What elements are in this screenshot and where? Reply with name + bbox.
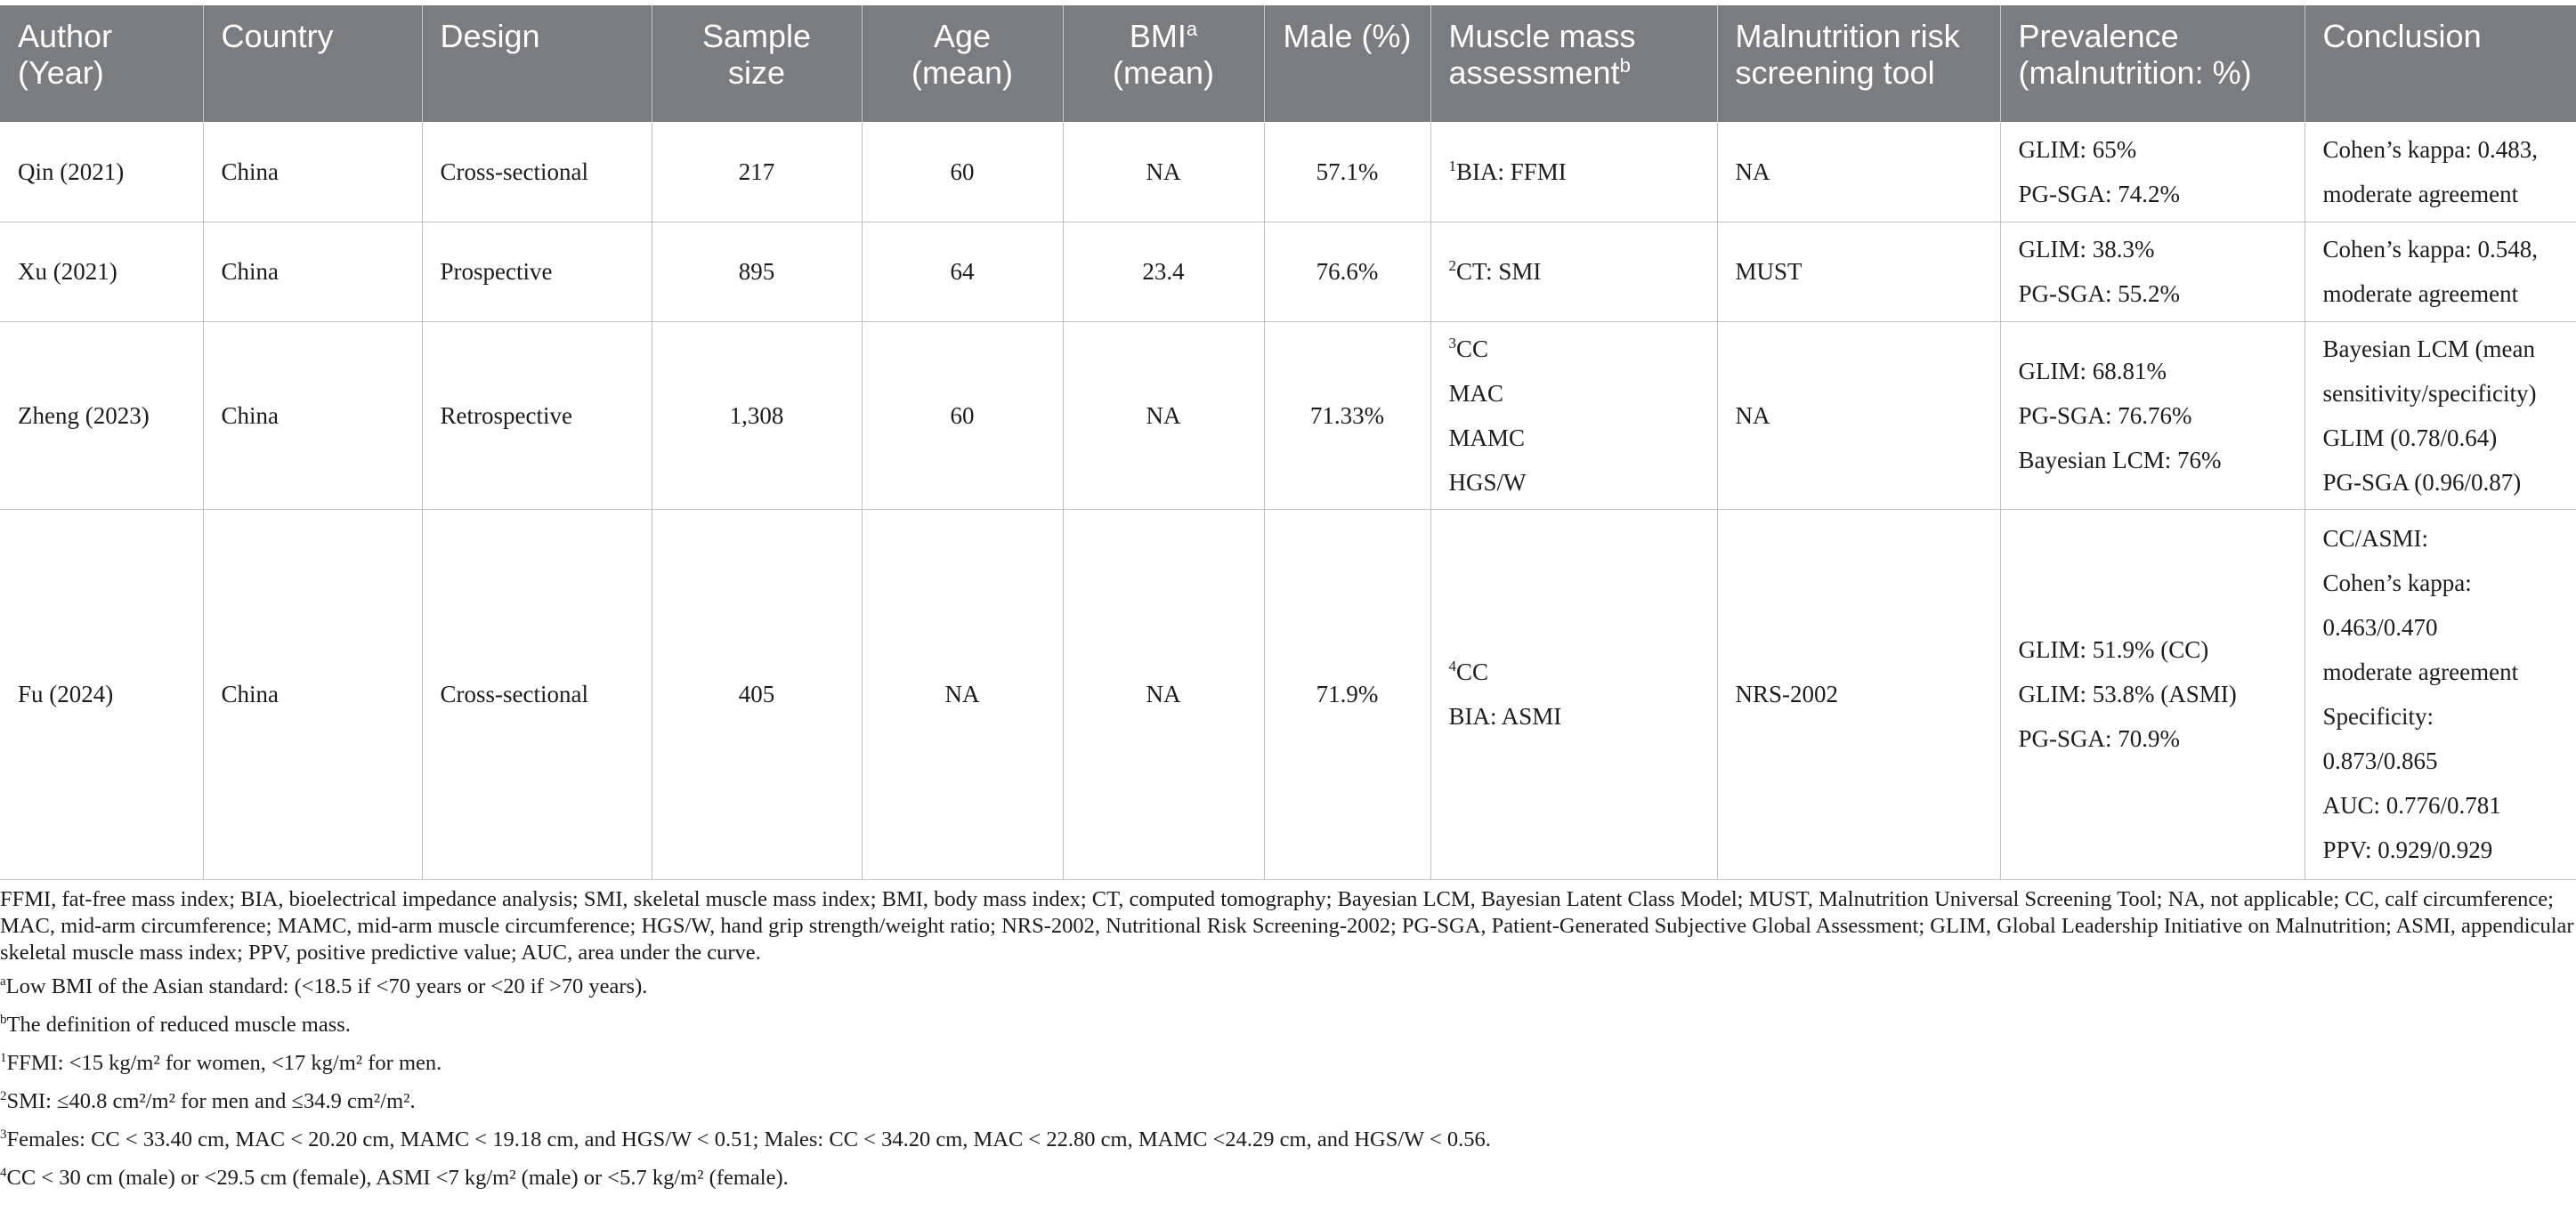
cell-line: GLIM: 68.81% — [2018, 357, 2167, 384]
cell-bmi: NA — [1063, 509, 1264, 879]
cell-author: Fu (2024) — [0, 509, 203, 879]
footnote-text: CC < 30 cm (male) or <29.5 cm (female), ASMI <7 kg/m² (male) or <5.7 kg/m² (female). — [6, 1166, 789, 1190]
cell-male: 71.33% — [1264, 321, 1430, 509]
cell-line: GLIM: 38.3% — [2018, 236, 2155, 263]
table-row — [0, 122, 2576, 222]
cell-conclusion — [2305, 222, 2576, 321]
cell-line: 0.873/0.865 — [2322, 747, 2438, 774]
cell-line — [1449, 650, 1699, 694]
cell-tool: NA — [1717, 321, 2000, 509]
cell-text: MAC — [1448, 379, 1504, 407]
cell-design: Cross-sectional — [422, 509, 652, 879]
header-male: Male (%) — [1264, 5, 1430, 122]
cell-line — [1449, 416, 1699, 460]
cell-line: GLIM: 53.8% (ASMI) — [2018, 681, 2237, 707]
cell-line: moderate agreement — [2322, 280, 2519, 307]
cell-line: Cohen’s kappa: 0.483, — [2322, 135, 2538, 163]
footnote-mark: 1 — [1448, 157, 1456, 174]
footnote-mark: 3 — [0, 1127, 7, 1142]
cell-line: Bayesian LCM (mean — [2322, 335, 2535, 362]
table-row — [0, 222, 2576, 321]
cell-prevalence — [2000, 321, 2305, 509]
table-notes — [0, 886, 2576, 1203]
cell-male: 57.1% — [1264, 122, 1430, 222]
header-author: Author (Year) — [0, 5, 203, 122]
cell-line: sensitivity/specificity) — [2322, 379, 2537, 407]
cell-sample: 1,308 — [652, 321, 862, 509]
cell-tool: MUST — [1717, 222, 2000, 321]
footnote-mark: 4 — [1448, 658, 1456, 675]
cell-country: China — [203, 122, 422, 222]
footnote-mark: 1 — [0, 1050, 7, 1065]
footnote-mark: a — [0, 974, 6, 989]
cell-line — [1449, 327, 1699, 371]
footnote-mark: b — [0, 1012, 7, 1027]
cell-line: GLIM: 51.9% (CC) — [2018, 636, 2209, 663]
cell-prevalence — [2000, 509, 2305, 879]
cell-author: Xu (2021) — [0, 222, 203, 321]
footnotes — [0, 974, 2576, 1192]
cell-country: China — [203, 222, 422, 321]
header-country: Country — [203, 5, 422, 122]
cell-age: NA — [862, 509, 1063, 879]
header-sample-size: Sample size — [652, 5, 862, 122]
cell-text: HGS/W — [1448, 468, 1527, 496]
cell-conclusion — [2305, 122, 2576, 222]
cell-bmi: 23.4 — [1063, 222, 1264, 321]
footnote-mark: 4 — [0, 1165, 7, 1180]
cell-muscle — [1430, 222, 1717, 321]
cell-age: 60 — [862, 321, 1063, 509]
table-row — [0, 509, 2576, 879]
footnote-text: Females: CC < 33.40 cm, MAC < 20.20 cm, MAMC < 19.18 cm, and HGS/W < 0.51; Males: CC < 34.20 cm, MAC < 22.80 cm, MAMC <24.29 cm, and HGS/W < 0.56. — [6, 1127, 1491, 1151]
cell-text: CC — [1456, 335, 1489, 362]
cell-age: 60 — [862, 122, 1063, 222]
cell-muscle — [1430, 122, 1717, 222]
header-screening-tool: Malnutrition risk screening tool — [1717, 5, 2000, 122]
header-bmi: BMI$^a$ (mean) — [1063, 5, 1264, 122]
cell-line: Bayesian LCM: 76% — [2018, 446, 2222, 473]
cell-sample: 405 — [652, 509, 862, 879]
cell-text: CT: SMI — [1456, 258, 1542, 285]
cell-line — [1449, 694, 1699, 739]
cell-design: Retrospective — [422, 321, 652, 509]
cell-line: GLIM (0.78/0.64) — [2322, 424, 2498, 451]
footnote-text: Low BMI of the Asian standard: (<18.5 if <70 years or <20 if >70 years). — [5, 974, 648, 998]
cell-tool: NA — [1717, 122, 2000, 222]
footnote — [0, 974, 2576, 1000]
cell-line — [1449, 371, 1699, 416]
cell-author: Qin (2021) — [0, 122, 203, 222]
abbreviations-note: FFMI, fat-free mass index; BIA, bioelectrical impedance analysis; SMI, skeletal muscle mass index; BMI, body mass index; CT, computed tomography; Bayesian LCM, Bayesian Latent Class Model; MUST, Malnutrition Universal Screening Tool; NA, not applicable; CC, calf circumference; MAC, mid-arm circumference; MAMC, mid-arm muscle circumference; HGS/W, hand grip strength/weight ratio; NRS-2002, Nutritional Risk Screening-2002; PG-SGA, Patient-Generated Subjective Global Assessment; GLIM, Global Leadership Initiative on Malnutrition; ASMI, appendicular skeletal muscle mass index; PPV, positive predictive value; AUC, area under the curve. — [0, 887, 2574, 965]
cell-line: AUC: 0.776/0.781 — [2322, 792, 2501, 819]
footnote-text: FFMI: <15 kg/m² for women, <17 kg/m² for men. — [6, 1051, 442, 1075]
cell-prevalence — [2000, 122, 2305, 222]
footnote — [0, 1088, 2576, 1115]
cell-line: PPV: 0.929/0.929 — [2322, 836, 2493, 863]
cell-sample: 217 — [652, 122, 862, 222]
cell-male: 71.9% — [1264, 509, 1430, 879]
cell-line — [1449, 460, 1699, 505]
header-age: Age (mean) — [862, 5, 1063, 122]
footnote — [0, 1012, 2576, 1038]
cell-sample: 895 — [652, 222, 862, 321]
cell-prevalence — [2000, 222, 2305, 321]
cell-country: China — [203, 509, 422, 879]
cell-conclusion — [2305, 509, 2576, 879]
cell-line: Cohen’s kappa: 0.548, — [2322, 236, 2538, 263]
footnote-mark: 3 — [1448, 334, 1456, 351]
cell-country: China — [203, 321, 422, 509]
cell-author: Zheng (2023) — [0, 321, 203, 509]
cell-muscle — [1430, 321, 1717, 509]
cell-muscle — [1430, 509, 1717, 879]
study-table — [0, 5, 2576, 880]
footnote-text: SMI: ≤40.8 cm²/m² for men and ≤34.9 cm²/m². — [6, 1089, 416, 1113]
cell-line: GLIM: 65% — [2018, 135, 2137, 163]
footnote-mark: 2 — [1448, 257, 1456, 274]
cell-bmi: NA — [1063, 122, 1264, 222]
cell-age: 64 — [862, 222, 1063, 321]
cell-line: moderate agreement — [2322, 180, 2519, 207]
cell-line: Cohen’s kappa: — [2322, 570, 2472, 596]
cell-line: moderate agreement — [2322, 659, 2519, 685]
cell-text: CC — [1456, 659, 1489, 685]
cell-line: Specificity: — [2322, 703, 2434, 730]
cell-line — [1449, 249, 1699, 294]
cell-text: MAMC — [1448, 424, 1526, 451]
cell-line: CC/ASMI: — [2322, 525, 2429, 552]
header-muscle-mass: Muscle mass assessment$^b$ — [1430, 5, 1717, 122]
footnote — [0, 1127, 2576, 1153]
table-header-row — [0, 5, 2576, 122]
footnote — [0, 1050, 2576, 1077]
cell-conclusion — [2305, 321, 2576, 509]
table-row — [0, 321, 2576, 509]
header-design: Design — [422, 5, 652, 122]
header-conclusion: Conclusion — [2305, 5, 2576, 122]
footnote-text: The definition of reduced muscle mass. — [6, 1013, 351, 1037]
cell-line — [1449, 149, 1699, 194]
cell-tool: NRS-2002 — [1717, 509, 2000, 879]
cell-line: 0.463/0.470 — [2322, 614, 2438, 641]
cell-design: Prospective — [422, 222, 652, 321]
cell-line: PG-SGA (0.96/0.87) — [2322, 468, 2522, 496]
header-prevalence: Prevalence (malnutrition: %) — [2000, 5, 2305, 122]
cell-bmi: NA — [1063, 321, 1264, 509]
cell-line: PG-SGA: 74.2% — [2018, 180, 2181, 207]
cell-line: PG-SGA: 55.2% — [2018, 280, 2181, 307]
cell-design: Cross-sectional — [422, 122, 652, 222]
footnote — [0, 1165, 2576, 1192]
footnote-mark: 2 — [0, 1088, 7, 1103]
cell-line: PG-SGA: 76.76% — [2018, 401, 2192, 429]
cell-line: PG-SGA: 70.9% — [2018, 725, 2181, 752]
cell-text: BIA: FFMI — [1456, 158, 1567, 185]
cell-male: 76.6% — [1264, 222, 1430, 321]
cell-text: BIA: ASMI — [1448, 703, 1562, 730]
